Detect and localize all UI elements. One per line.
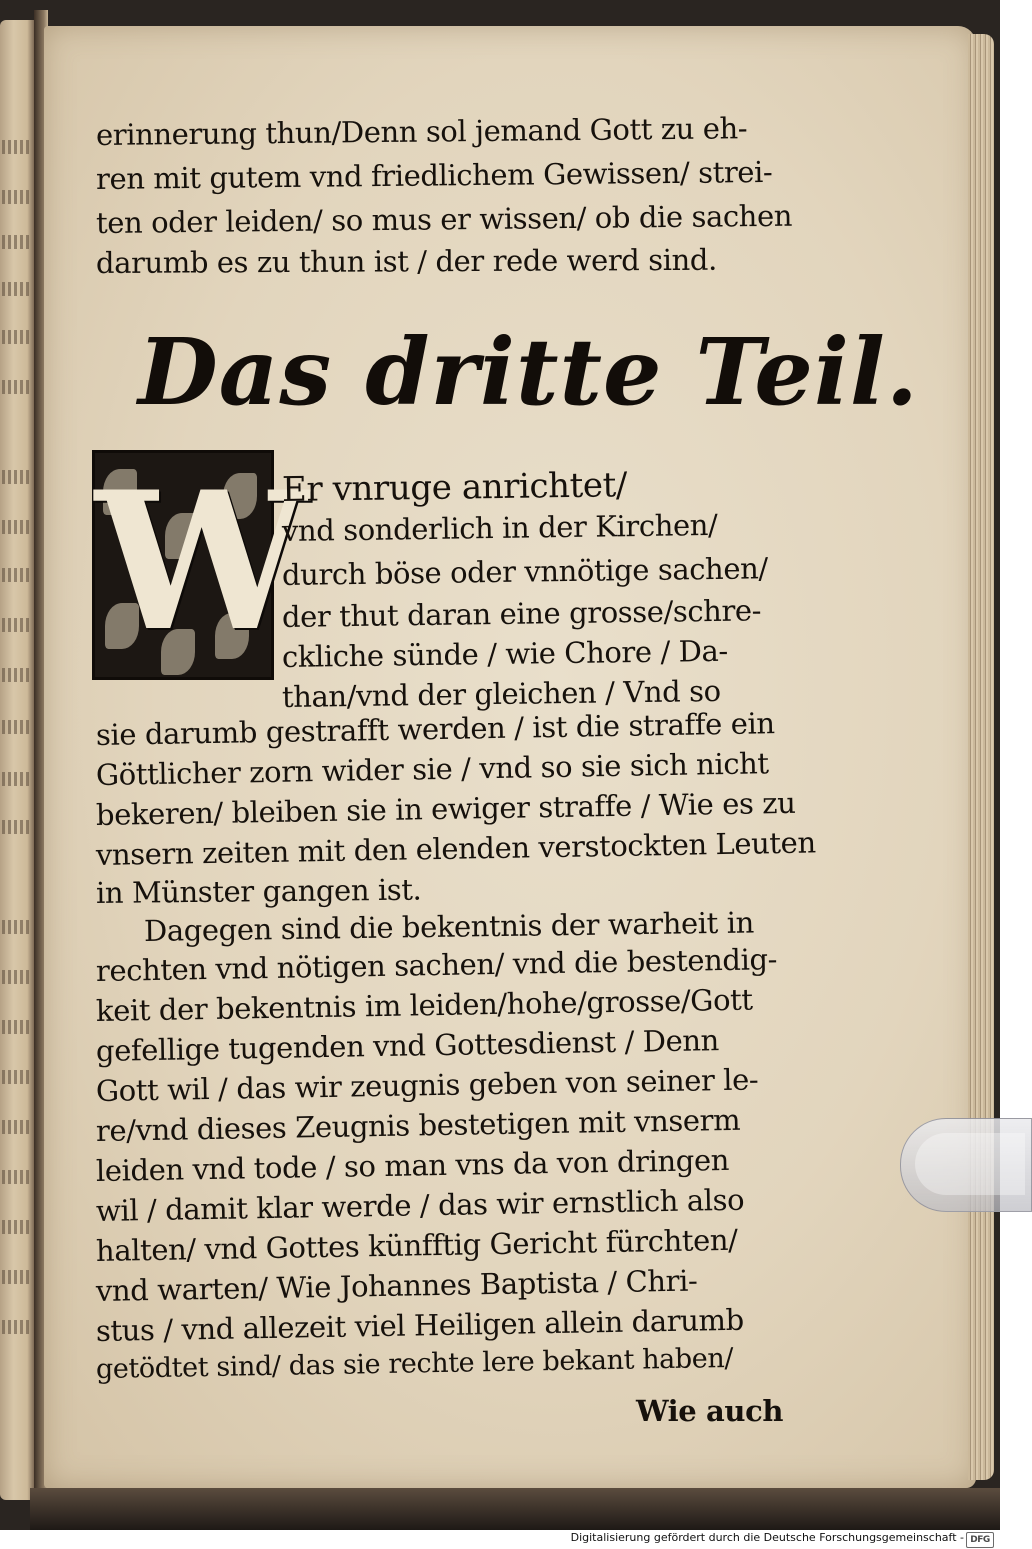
text-line: rechten vnd nötigen sachen/ vnd die bestendig- — [95, 942, 778, 988]
text-block — [95, 111, 919, 1428]
section-heading: Das dritte Teil. — [138, 318, 919, 426]
text-line: leiden vnd tode / so man vns da von dringen — [95, 1142, 730, 1188]
fore-edge — [968, 34, 994, 1480]
footer-bar — [0, 1530, 1000, 1549]
text-line: getödtet sind/ das sie rechte lere bekant haben/ — [95, 1342, 734, 1385]
text-line: vnd warten/ Wie Johannes Baptista / Chri- — [95, 1263, 698, 1308]
text-line: erinnerung thun/Denn sol jemand Gott zu eh- — [95, 111, 748, 152]
text-line: vnsern zeiten mit den elenden verstockten Leuten — [95, 825, 816, 872]
text-line: wil / damit klar werde / das wir ernstlich also — [95, 1182, 745, 1228]
catchword: Wie auch — [636, 1394, 784, 1428]
text-line: halten/ vnd Gottes künfftig Gericht fürchten/ — [95, 1222, 738, 1268]
text-line: sie darumb gestrafft werden / ist die straffe ein — [95, 706, 775, 752]
decorated-initial — [92, 450, 309, 680]
facing-page-edge — [0, 20, 34, 1500]
text-line: in Münster gangen ist. — [95, 872, 422, 910]
text-line: der thut daran eine grosse/schre- — [281, 593, 762, 634]
bottom-shadow — [30, 1488, 1000, 1530]
dfg-logo: DFG — [966, 1532, 994, 1548]
text-line: ren mit gutem vnd friedlichem Gewissen/ strei- — [95, 154, 773, 196]
text-line: Göttlicher zorn wider sie / vnd so sie sich nicht — [95, 746, 769, 792]
text-line: stus / vnd allezeit viel Heiligen allein darumb — [95, 1302, 744, 1348]
text-line: re/vnd dieses Zeugnis bestetigen mit vnserm — [95, 1102, 741, 1148]
text-line: Dagegen sind die bekentnis der warheit in — [143, 905, 755, 948]
funding-credit: Digitalisierung gefördert durch die Deutsche Forschungsgemeinschaft - — [570, 1531, 964, 1544]
text-line: than/vnd der gleichen / Vnd so — [281, 673, 721, 714]
text-line: ten oder leiden/ so mus er wissen/ ob die sachen — [95, 198, 793, 240]
page-clip — [900, 1118, 1032, 1212]
text-line: durch böse oder vnnötige sachen/ — [281, 551, 768, 592]
text-line: Gott wil / das wir zeugnis geben von seiner le- — [95, 1062, 759, 1108]
text-line: Er vnruge anrichtet/ — [281, 465, 628, 510]
initial-letter: W — [95, 450, 309, 673]
text-line: bekeren/ bleiben sie in ewiger straffe / Wie es zu — [95, 785, 796, 832]
text-line: darumb es zu thun ist / der rede werd sind. — [95, 242, 717, 280]
text-line: ckliche sünde / wie Chore / Da- — [281, 633, 729, 674]
text-line: gefellige tugenden vnd Gottesdienst / Denn — [95, 1023, 720, 1068]
text-line: vnd sonderlich in der Kirchen/ — [281, 507, 718, 548]
text-line: keit der bekentnis im leiden/hohe/grosse/Gott — [95, 982, 753, 1028]
